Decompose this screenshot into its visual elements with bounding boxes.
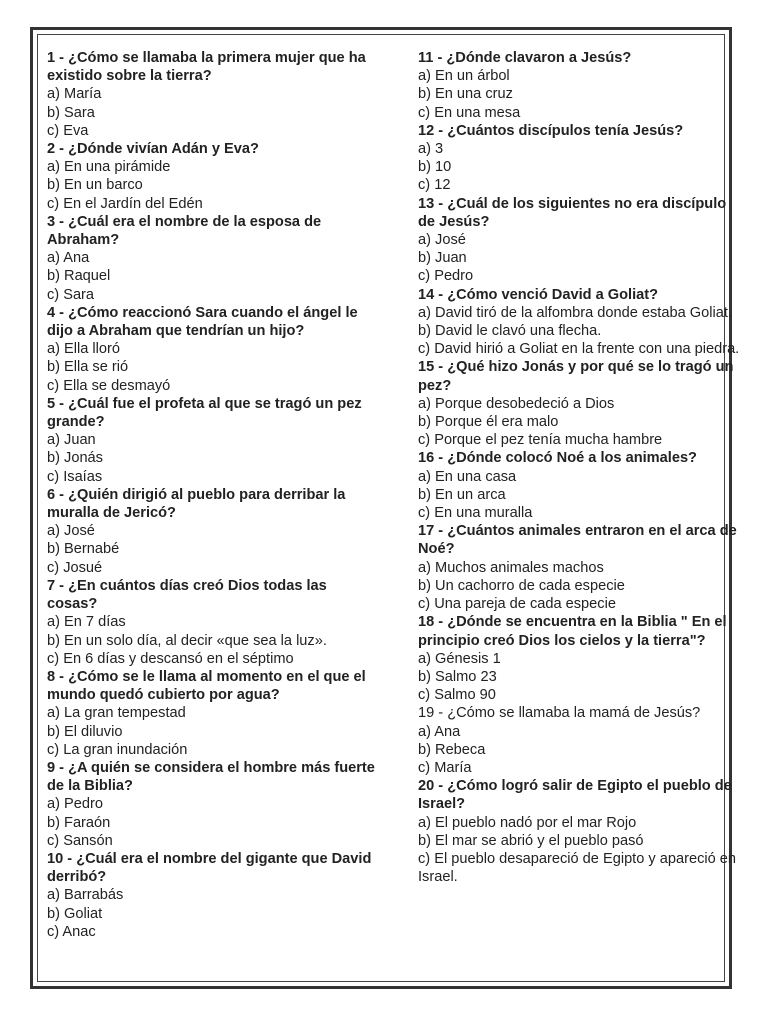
answer-option: b) Goliat — [47, 905, 103, 922]
answer-option: b) Ella se rió — [47, 359, 129, 376]
left-column — [47, 49, 377, 941]
answer-option: b) Bernabé — [47, 541, 120, 558]
question-block — [47, 140, 377, 213]
answer-option: a) En un árbol — [418, 68, 510, 85]
answer-option: b) Raquel — [47, 268, 111, 285]
question-block — [418, 613, 743, 704]
question-text: 17 - ¿Cuántos animales entraron en el arca de Noé? — [418, 523, 737, 558]
question-text: 20 - ¿Cómo logró salir de Egipto el pueblo de Israel? — [418, 778, 732, 813]
answer-option: a) Génesis 1 — [418, 650, 501, 667]
question-block — [47, 49, 377, 140]
answer-option: a) Ana — [418, 723, 461, 740]
question-block — [418, 522, 743, 613]
answer-option: b) Salmo 23 — [418, 668, 497, 685]
answer-option: b) David le clavó una flecha. — [418, 323, 602, 340]
answer-option: b) Rebeca — [418, 741, 486, 758]
answer-option: b) Juan — [418, 250, 467, 267]
answer-option: c) Josué — [47, 559, 103, 576]
answer-option: c) David hirió a Goliat en la frente con una piedra. — [418, 341, 740, 358]
answer-option: c) Eva — [47, 122, 89, 139]
answer-option: b) Porque él era malo — [418, 414, 559, 431]
answer-option: c) En 6 días y descansó en el séptimo — [47, 650, 294, 667]
answer-option: b) En un barco — [47, 177, 143, 194]
answer-option: a) Juan — [47, 432, 96, 449]
question-text: 9 - ¿A quién se considera el hombre más fuerte de la Biblia? — [47, 759, 375, 795]
answer-option: a) David tiró de la alfombra donde estaba Goliat. — [418, 304, 732, 321]
question-text: 18 - ¿Dónde se encuentra en la Biblia " En el principio creó Dios los cielos y la tierra"? — [418, 614, 727, 649]
question-text: 16 - ¿Dónde colocó Noé a los animales? — [418, 450, 697, 467]
question-block — [47, 486, 377, 577]
answer-option: a) Porque desobedeció a Dios — [418, 395, 615, 412]
answer-option: b) Jonás — [47, 450, 103, 467]
answer-option: a) En una casa — [418, 468, 517, 485]
answer-option: c) En una muralla — [418, 505, 533, 522]
question-block — [47, 850, 377, 941]
answer-option: a) Ella lloró — [47, 341, 120, 358]
answer-option: a) Ana — [47, 250, 90, 267]
answer-option: a) En 7 días — [47, 614, 126, 631]
answer-option: b) En un arca — [418, 486, 506, 503]
right-column — [418, 49, 743, 886]
answer-option: c) Pedro — [418, 268, 474, 285]
answer-option: a) José — [47, 523, 95, 540]
question-block — [418, 358, 743, 449]
answer-option: c) María — [418, 759, 472, 776]
answer-option: b) En un solo día, al decir «que sea la luz». — [47, 632, 327, 649]
question-text: 1 - ¿Cómo se llamaba la primera mujer que ha existido sobre la tierra? — [47, 50, 366, 85]
question-text: 6 - ¿Quién dirigió al pueblo para derribar la muralla de Jericó? — [47, 486, 346, 522]
answer-option: b) Un cachorro de cada especie — [418, 577, 625, 594]
answer-option: b) El mar se abrió y el pueblo pasó — [418, 832, 644, 849]
answer-option: a) La gran tempestad — [47, 705, 186, 722]
answer-option: b) Sara — [47, 104, 95, 121]
answer-option: a) José — [418, 232, 466, 249]
answer-option: c) Ella se desmayó — [47, 377, 171, 394]
answer-option: a) María — [47, 86, 102, 103]
answer-option: c) Una pareja de cada especie — [418, 596, 616, 613]
question-block — [47, 304, 377, 395]
answer-option: c) Anac — [47, 923, 96, 940]
question-text: 3 - ¿Cuál era el nombre de la esposa de Abraham? — [47, 213, 322, 249]
answer-option: b) 10 — [418, 159, 452, 176]
question-text: 12 - ¿Cuántos discípulos tenía Jesús? — [418, 122, 684, 139]
answer-option: a) Pedro — [47, 796, 103, 813]
question-block — [418, 286, 743, 359]
answer-option: a) El pueblo nadó por el mar Rojo — [418, 814, 637, 831]
question-block — [418, 49, 743, 122]
answer-option: c) Salmo 90 — [418, 687, 496, 704]
answer-option: c) Isaías — [47, 468, 103, 485]
answer-option: a) En una pirámide — [47, 159, 171, 176]
question-text: 14 - ¿Cómo venció David a Goliat? — [418, 286, 659, 303]
question-block — [47, 577, 377, 668]
question-text: 7 - ¿En cuántos días creó Dios todas las cosas? — [47, 577, 327, 613]
question-block — [418, 449, 743, 522]
question-block — [47, 395, 377, 486]
page-frame — [30, 27, 740, 989]
answer-option: a) 3 — [418, 141, 444, 158]
answer-option: c) Sansón — [47, 832, 113, 849]
answer-option: c) 12 — [418, 177, 451, 194]
question-text: 2 - ¿Dónde vivían Adán y Eva? — [47, 141, 259, 158]
answer-option: b) En una cruz — [418, 86, 513, 103]
question-block — [47, 759, 377, 850]
question-text: 19 - ¿Cómo se llamaba la mamá de Jesús? — [418, 705, 701, 722]
question-block — [418, 777, 743, 886]
question-block — [418, 704, 743, 777]
question-block — [418, 195, 743, 286]
answer-option: c) El pueblo desapareció de Egipto y apareció en Israel. — [418, 850, 737, 886]
question-block — [47, 668, 377, 759]
question-text: 11 - ¿Dónde clavaron a Jesús? — [418, 50, 632, 66]
question-text: 13 - ¿Cuál de los siguientes no era discípulo de Jesús? — [418, 195, 727, 230]
question-text: 10 - ¿Cuál era el nombre del gigante que David derribó? — [47, 850, 372, 886]
question-text: 15 - ¿Qué hizo Jonás y por qué se lo tragó un pez? — [418, 359, 734, 394]
answer-option: b) El diluvio — [47, 723, 123, 740]
answer-option: b) Faraón — [47, 814, 111, 831]
question-text: 4 - ¿Cómo reaccionó Sara cuando el ángel le dijo a Abraham que tendrían un hijo? — [47, 304, 358, 340]
answer-option: c) En el Jardín del Edén — [47, 195, 203, 212]
question-text: 5 - ¿Cuál fue el profeta al que se tragó un pez grande? — [47, 395, 362, 431]
question-text: 8 - ¿Cómo se le llama al momento en el que el mundo quedó cubierto por agua? — [47, 668, 366, 704]
question-block — [418, 122, 743, 195]
page-inner-frame — [37, 34, 740, 982]
question-block — [47, 213, 377, 304]
answer-option: a) Muchos animales machos — [418, 559, 604, 576]
answer-option: c) Sara — [47, 286, 95, 303]
answer-option: c) La gran inundación — [47, 741, 188, 758]
answer-option: c) Porque el pez tenía mucha hambre — [418, 432, 663, 449]
answer-option: a) Barrabás — [47, 887, 124, 904]
answer-option: c) En una mesa — [418, 104, 521, 121]
